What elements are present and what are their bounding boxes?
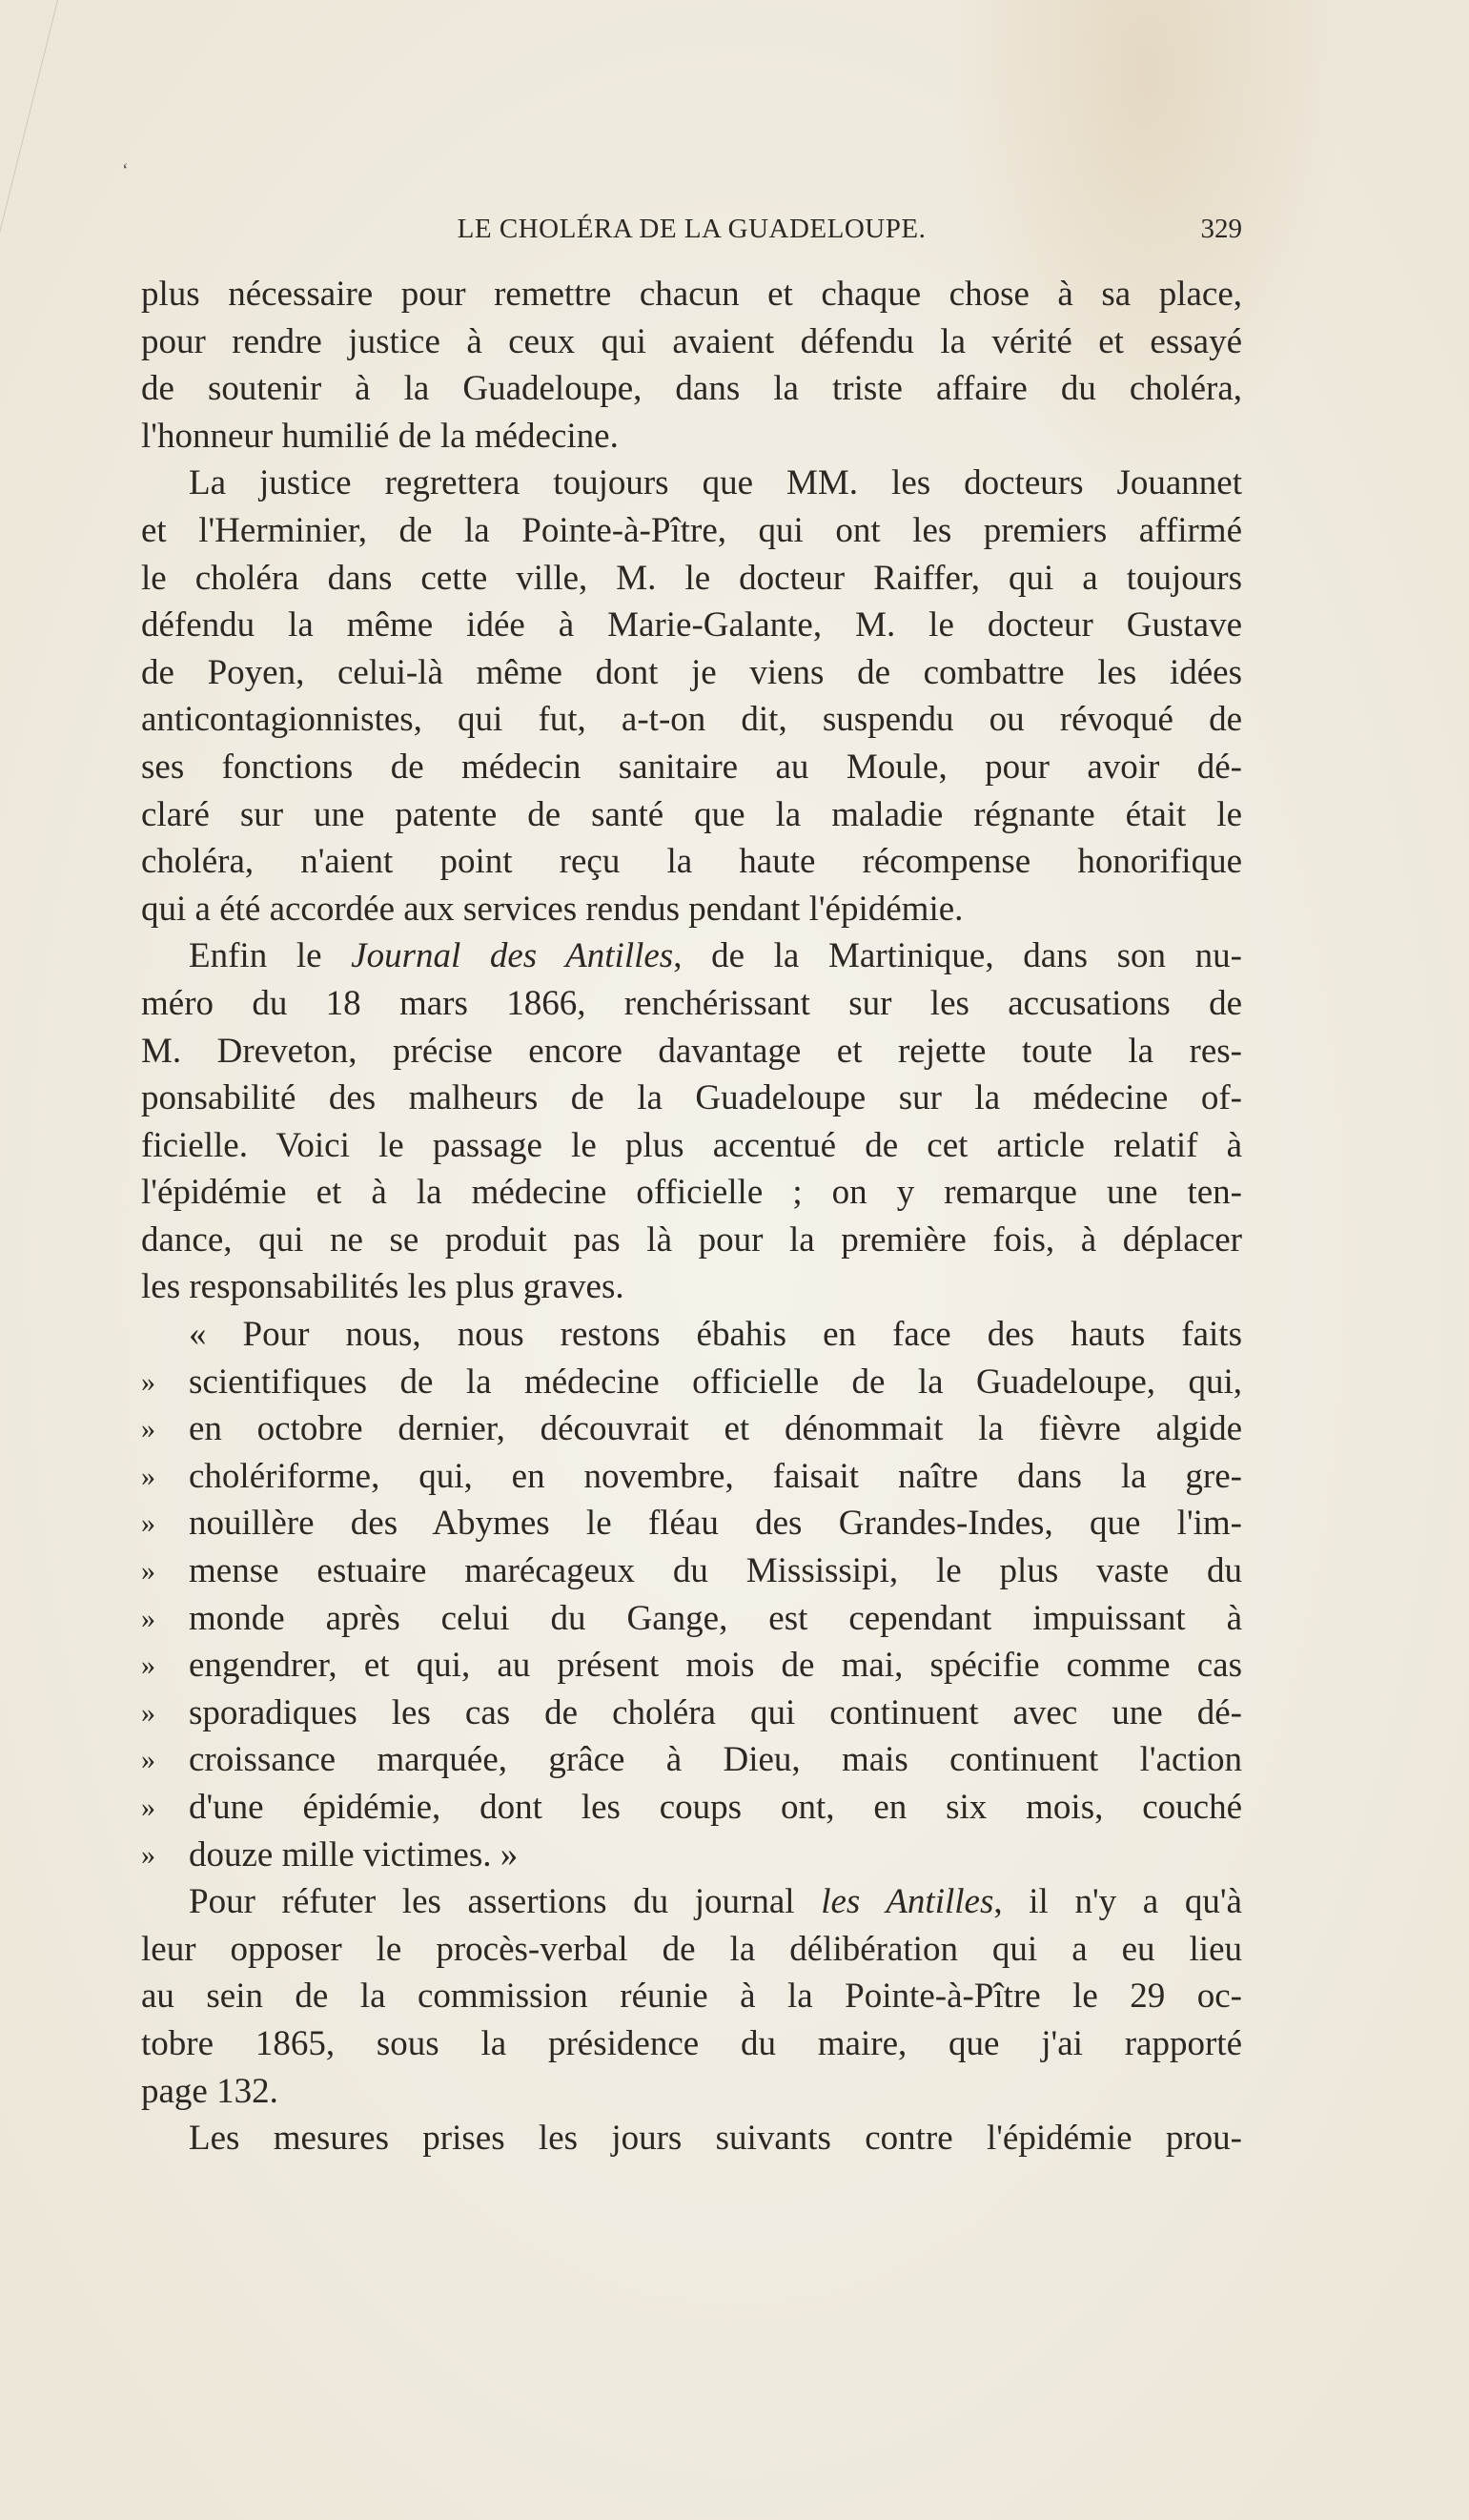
text-line <box>141 932 1242 980</box>
text-line <box>141 1453 1242 1501</box>
text-segment: claré sur une patente de santé que la maladie régnante était le <box>141 794 1242 834</box>
text-segment: scientifiques de la médecine officielle de la Guadeloupe, qui, <box>189 1362 1242 1402</box>
quote-mark: » <box>141 1365 155 1398</box>
text-segment: au sein de la commission réunie à la Pointe-à-Pître le 29 oc- <box>141 1977 1242 2017</box>
text-segment: M. Dreveton, précise encore davantage et rejette toute la res- <box>141 1031 1242 1071</box>
text-segment: l'épidémie et à la médecine officielle ; on y remarque une ten- <box>141 1173 1242 1213</box>
text-segment: mense estuaire marécageux du Mississipi, le plus vaste du <box>189 1551 1242 1591</box>
italic-title: les Antilles <box>821 1882 994 1922</box>
text-segment: Pour réfuter les assertions du journal <box>189 1882 822 1922</box>
text-segment: pour rendre justice à ceux qui avaient défendu la vérité et essayé <box>141 321 1242 361</box>
text-segment: d'une épidémie, dont les coups ont, en six mois, couché <box>189 1788 1242 1827</box>
text-line <box>141 1359 1242 1406</box>
text-segment: leur opposer le procès-verbal de la délibération qui a eu lieu <box>141 1929 1242 1969</box>
body-text <box>141 271 1242 2162</box>
text-line <box>141 1832 1242 1879</box>
text-line <box>141 1690 1242 1737</box>
text-line <box>141 1122 1242 1170</box>
text-line <box>141 1878 1242 1926</box>
quote-mark: » <box>141 1602 155 1634</box>
quote-mark: » <box>141 1413 155 1445</box>
text-line <box>141 271 1242 318</box>
text-line <box>141 838 1242 886</box>
text-line <box>141 744 1242 791</box>
text-line <box>141 507 1242 555</box>
text-segment: La justice regrettera toujours que MM. les docteurs Jouannet <box>189 463 1242 503</box>
text-line <box>141 1075 1242 1122</box>
page-number: 329 <box>1200 214 1242 244</box>
text-line <box>141 1926 1242 1974</box>
text-segment: cholériforme, qui, en novembre, faisait naître dans la gre- <box>189 1456 1242 1496</box>
text-segment: Enfin le <box>189 936 352 976</box>
text-segment: qui a été accordée aux services rendus pendant l'épidémie. <box>141 889 964 929</box>
text-segment: « Pour nous, nous restons ébahis en face des hauts faits <box>189 1315 1242 1355</box>
text-segment: douze mille victimes. » <box>189 1834 519 1875</box>
text-segment: le choléra dans cette ville, M. le docteur Raiffer, qui a toujours <box>141 558 1242 598</box>
running-head <box>141 210 1242 252</box>
page-edge-shadow <box>0 0 58 248</box>
text-line <box>141 649 1242 697</box>
text-segment: nouillère des Abymes le fléau des Grandes-Indes, que l'im- <box>189 1504 1242 1544</box>
quote-mark: » <box>141 1792 155 1823</box>
text-line <box>141 1169 1242 1217</box>
text-segment: sporadiques les cas de choléra qui continuent avec une dé- <box>189 1692 1242 1732</box>
text-segment: ponsabilité des malheurs de la Guadeloupe sur la médecine of- <box>141 1078 1242 1118</box>
quote-mark: » <box>141 1507 155 1540</box>
text-line <box>141 1784 1242 1832</box>
text-segment: méro du 18 mars 1866, renchérissant sur les accusations de <box>141 983 1242 1023</box>
text-segment: défendu la même idée à Marie-Galante, M. le docteur Gustave <box>141 605 1242 645</box>
italic-title: Journal des Antilles <box>351 936 674 976</box>
text-segment: et l'Herminier, de la Pointe-à-Pître, qui ont les premiers affirmé <box>141 510 1242 550</box>
text-line <box>141 1263 1242 1311</box>
text-segment: , de la Martinique, dans son nu- <box>673 936 1242 976</box>
quote-mark: » <box>141 1744 155 1776</box>
text-line <box>141 1973 1242 2020</box>
stray-mark: ‘ <box>122 160 129 181</box>
text-line <box>141 1736 1242 1784</box>
quote-mark: » <box>141 1649 155 1682</box>
text-line <box>141 980 1242 1028</box>
text-line <box>141 1311 1242 1359</box>
quote-mark: » <box>141 1696 155 1729</box>
text-segment: ficielle. Voici le passage le plus accentué de cet article relatif à <box>141 1125 1242 1165</box>
text-line <box>141 602 1242 649</box>
text-line <box>141 886 1242 933</box>
quote-mark: » <box>141 1838 155 1871</box>
text-line <box>141 413 1242 461</box>
text-line <box>141 1217 1242 1264</box>
text-segment: choléra, n'aient point reçu la haute récompense honorifique <box>141 842 1242 882</box>
quote-mark: » <box>141 1460 155 1492</box>
text-segment: en octobre dernier, découvrait et dénommait la fièvre algide <box>189 1409 1242 1449</box>
text-line <box>141 791 1242 839</box>
text-line <box>141 1028 1242 1076</box>
text-line <box>141 2068 1242 2116</box>
running-title: LE CHOLÉRA DE LA GUADELOUPE. <box>457 214 927 244</box>
text-line <box>141 460 1242 507</box>
text-segment: l'honneur humilié de la médecine. <box>141 416 619 456</box>
text-segment: page 132. <box>141 2071 278 2111</box>
text-line <box>141 1500 1242 1547</box>
text-line <box>141 1405 1242 1453</box>
text-line <box>141 365 1242 413</box>
text-segment: de Poyen, celui-là même dont je viens de combattre les idées <box>141 652 1242 692</box>
text-segment: tobre 1865, sous la présidence du maire, que j'ai rapporté <box>141 2023 1242 2063</box>
text-line <box>141 318 1242 366</box>
text-line <box>141 2115 1242 2162</box>
text-segment: les responsabilités les plus graves. <box>141 1267 624 1307</box>
text-segment: monde après celui du Gange, est cependant impuissant à <box>189 1598 1242 1638</box>
text-segment: anticontagionnistes, qui fut, a-t-on dit, suspendu ou révoqué de <box>141 700 1242 740</box>
quote-mark: » <box>141 1555 155 1588</box>
text-segment: croissance marquée, grâce à Dieu, mais continuent l'action <box>189 1740 1242 1780</box>
text-line <box>141 1547 1242 1595</box>
text-line <box>141 1595 1242 1643</box>
text-segment: ses fonctions de médecin sanitaire au Moule, pour avoir dé- <box>141 747 1242 787</box>
text-segment: dance, qui ne se produit pas là pour la première fois, à déplacer <box>141 1219 1242 1260</box>
text-segment: de soutenir à la Guadeloupe, dans la triste affaire du choléra, <box>141 369 1242 409</box>
text-line <box>141 2020 1242 2068</box>
text-segment: , il n'y a qu'à <box>993 1882 1242 1922</box>
text-segment: Les mesures prises les jours suivants contre l'épidémie prou- <box>189 2119 1242 2159</box>
text-segment: engendrer, et qui, au présent mois de mai, spécifie comme cas <box>189 1646 1242 1686</box>
text-line <box>141 555 1242 603</box>
text-line <box>141 696 1242 744</box>
text-line <box>141 1642 1242 1690</box>
text-segment: plus nécessaire pour remettre chacun et chaque chose à sa place, <box>141 275 1242 314</box>
